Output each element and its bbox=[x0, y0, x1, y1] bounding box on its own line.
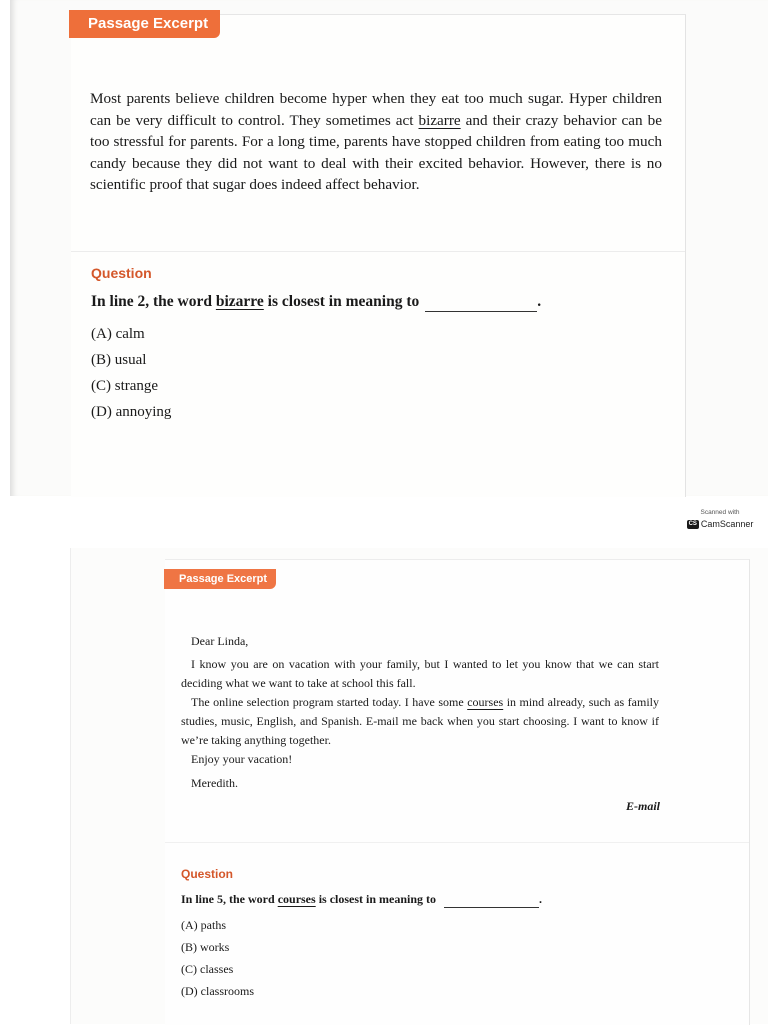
camscanner-watermark bbox=[684, 509, 756, 529]
option-a[interactable]: (A) paths bbox=[181, 918, 226, 932]
keyword-courses: courses bbox=[467, 695, 504, 709]
question-keyword: courses bbox=[277, 892, 316, 906]
camscanner-name: CamScanner bbox=[700, 519, 754, 529]
answer-blank bbox=[425, 293, 537, 312]
option-d[interactable]: (D) classrooms bbox=[181, 984, 254, 998]
question-prefix: In line 5, the word bbox=[181, 892, 278, 906]
question-prefix: In line 2, the word bbox=[91, 293, 216, 310]
watermark-caption: Scanned with bbox=[700, 509, 740, 516]
question-suffix: is closest in meaning to bbox=[263, 293, 420, 310]
question-label: Question bbox=[181, 867, 234, 881]
section-divider bbox=[71, 251, 685, 252]
passage-excerpt-tag: Passage Excerpt bbox=[69, 10, 220, 38]
question-text bbox=[181, 892, 542, 908]
letter-closing: Enjoy your vacation! bbox=[191, 752, 293, 766]
question-end: . bbox=[537, 293, 542, 310]
section-divider bbox=[165, 842, 749, 843]
passage-excerpt-tag: Passage Excerpt bbox=[164, 569, 276, 589]
option-d[interactable]: (D) annoying bbox=[91, 404, 172, 420]
email-letter bbox=[181, 632, 659, 793]
answer-options bbox=[91, 324, 171, 428]
option-c[interactable]: (C) strange bbox=[91, 378, 159, 394]
passage-text bbox=[90, 88, 662, 196]
letter-paragraph-2-start: The online selection program started today. I have some bbox=[191, 695, 468, 709]
question-keyword: bizarre bbox=[215, 293, 264, 310]
option-b[interactable]: (B) usual bbox=[91, 352, 147, 368]
passage-text-end: and their crazy behavior can be too stressful for parents. For a long time, parents have stopped children from eating too much candy because they did not want to deal with their excited behavior. However, there is no scientific proof that sugar does indeed affect behavior. bbox=[90, 111, 662, 193]
source-label: E-mail bbox=[625, 799, 660, 813]
camscanner-icon: CS bbox=[688, 520, 697, 527]
keyword-bizarre: bizarre bbox=[418, 111, 461, 129]
camscanner-logo bbox=[684, 519, 756, 529]
passage-text-start: Most parents believe children become hyper when they eat too much sugar. Hyper children can be very difficult to control. They sometimes act bbox=[90, 90, 662, 129]
question-label: Question bbox=[91, 265, 152, 281]
answer-blank bbox=[444, 892, 539, 908]
letter-signature: Meredith. bbox=[191, 776, 238, 790]
letter-paragraph-2-end: in mind already, such as family studies, music, English, and Spanish. E-mail me back when you start choosing. I want to know if we’re taking anything together. bbox=[181, 695, 659, 747]
letter-paragraph-2 bbox=[181, 693, 659, 750]
question-suffix: is closest in meaning to bbox=[315, 892, 437, 906]
question-end: . bbox=[539, 892, 543, 906]
option-a[interactable]: (A) calm bbox=[91, 326, 145, 342]
option-c[interactable]: (C) classes bbox=[181, 962, 234, 976]
answer-options bbox=[181, 917, 254, 1005]
letter-paragraph-1: I know you are on vacation with your family, but I wanted to let you know that we can start deciding what we want to take at school this fall. bbox=[181, 657, 659, 690]
option-b[interactable]: (B) works bbox=[181, 940, 230, 954]
letter-greeting: Dear Linda, bbox=[191, 634, 249, 648]
question-text bbox=[91, 293, 541, 312]
